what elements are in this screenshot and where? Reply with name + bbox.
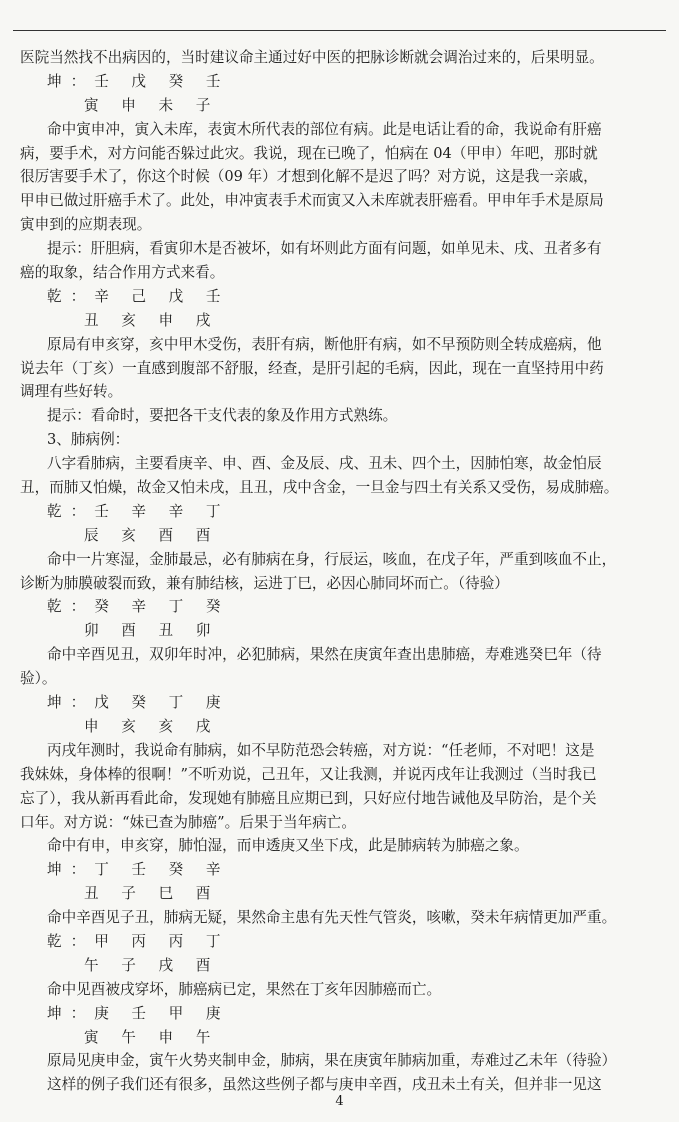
bazi-chart-line: 卯 酉 丑 卯 [84, 622, 220, 640]
bazi-chart-line: 辰 亥 酉 酉 [84, 526, 220, 544]
text-line: 口年。对方说：“妹已查为肺癌”。后果于当年病亡。 [20, 813, 356, 831]
text-line: 说去年（丁亥）一直感到腹部不舒服，经查，是肝引起的毛病，因此，现在一直坚持用中药 [20, 359, 604, 377]
text-line: 病，要手术，对方问能否躲过此灾。我说，现在已晚了，怕病在 04（甲申）年吧，那时就 [20, 144, 598, 162]
bazi-chart-line: 坤：丁 壬 癸 辛 [47, 861, 230, 879]
bazi-chart-line: 乾：辛 己 戊 壬 [47, 287, 230, 305]
text-line: 很厉害要手术了，你这个时候（09 年）才想到化解不是迟了吗？对方说，这是我一亲戚， [20, 168, 598, 186]
text-line: 甲申已做过肝癌手术了。此处，申冲寅表手术而寅又入未库就表肝癌看。甲申年手术是原局 [20, 192, 604, 210]
bazi-chart-line: 寅 午 申 午 [84, 1028, 220, 1046]
bazi-chart-line: 坤：庚 壬 甲 庚 [47, 1004, 230, 1022]
bazi-chart-line: 乾：癸 辛 丁 癸 [47, 598, 230, 616]
header-rule [13, 30, 666, 31]
bazi-chart-line: 午 子 戌 酉 [84, 956, 220, 974]
text-line: 命中一片寒湿，金肺最忌，必有肺病在身，行辰运，咳血，在戊子年，严重到咳血不止， [47, 550, 617, 568]
bazi-chart-line: 坤：戊 癸 丁 庚 [47, 694, 230, 712]
text-line: 寅申到的应期表现。 [20, 216, 152, 234]
text-line: 八字看肺病，主要看庚辛、申、酉、金及辰、戌、丑未、四个土，因肺怕寒，故金怕辰 [47, 455, 602, 473]
bazi-chart-line: 坤：壬 戊 癸 壬 [47, 72, 230, 90]
page-body [20, 46, 660, 1097]
bazi-chart-line: 丑 亥 申 戌 [84, 311, 220, 329]
text-line: 命中有申，申亥穿，肺怕湿，而申透庚又坐下戌，此是肺病转为肺癌之象。 [47, 837, 529, 855]
text-line: 原局有申亥穿，亥中甲木受伤，表肝有病，断他肝有病，如不早预防则全转成癌病，他 [47, 335, 602, 353]
page-number: 4 [335, 1094, 344, 1109]
text-line: 原局见庚申金，寅午火势夹制申金，肺病，果在庚寅年肺病加重，寿难过乙未年（待验） [47, 1052, 617, 1070]
text-line: 我妹妹，身体棒的很啊！”不听劝说，己丑年，又让我测，并说丙戌年让我测过（当时我已 [20, 765, 597, 783]
text-line: 癌的取象，结合作用方式来看。 [20, 264, 225, 282]
bazi-chart-line: 寅 申 未 子 [84, 96, 220, 114]
text-line: 这样的例子我们还有很多，虽然这些例子都与庚申辛酉，戌丑未土有关，但并非一见这 [47, 1076, 602, 1094]
bazi-chart-line: 丑 子 巳 酉 [84, 885, 220, 903]
text-line: 忘了），我从新再看此命，发现她有肺癌且应期已到，只好应付地告诫他及早防治，是个关 [20, 789, 597, 807]
bazi-chart-line: 乾：甲 丙 丙 丁 [47, 932, 230, 950]
text-line: 丙戌年测时，我说命有肺病，如不早防范恐会转癌，对方说：“任老师，不对吧！这是 [47, 741, 595, 759]
text-line: 诊断为肺膜破裂而致，兼有肺结核，运进丁巳，必因心肺同坏而亡。（待验） [20, 574, 509, 592]
text-line: 命中辛酉见丑，双卯年时冲，必犯肺病，果然在庚寅年查出患肺癌，寿难逃癸巳年（待 [47, 646, 602, 664]
text-line: 医院当然找不出病因的，当时建议命主通过好中医的把脉诊断就会调治过来的，后果明显。 [20, 49, 604, 66]
text-line: 提示：肝胆病，看寅卯木是否被坏，如有坏则此方面有问题，如单见未、戌、丑者多有 [47, 240, 602, 258]
text-line: 提示：看命时，要把各干支代表的象及作用方式熟练。 [47, 407, 398, 425]
text-line: 3、肺病例： [47, 431, 130, 449]
text-line: 命中辛酉见子丑，肺病无疑，果然命主患有先天性气管炎，咳嗽，癸未年病情更加严重。 [47, 909, 617, 927]
text-line: 命中寅申冲，寅入未库，表寅木所代表的部位有病。此是电话让看的命，我说命有肝癌 [47, 120, 602, 138]
text-line: 命中见酉被戌穿坏，肺癌病已定，果然在丁亥年因肺癌而亡。 [47, 980, 442, 998]
text-line: 验）。 [20, 670, 57, 688]
bazi-chart-line: 乾：壬 辛 辛 丁 [47, 502, 230, 520]
bazi-chart-line: 申 亥 亥 戌 [84, 717, 220, 735]
text-line: 调理有些好转。 [20, 383, 123, 401]
text-line: 丑，而肺又怕燥，故金又怕未戌，且丑，戌中含金，一旦金与四土有关系又受伤，易成肺癌。 [20, 479, 619, 497]
